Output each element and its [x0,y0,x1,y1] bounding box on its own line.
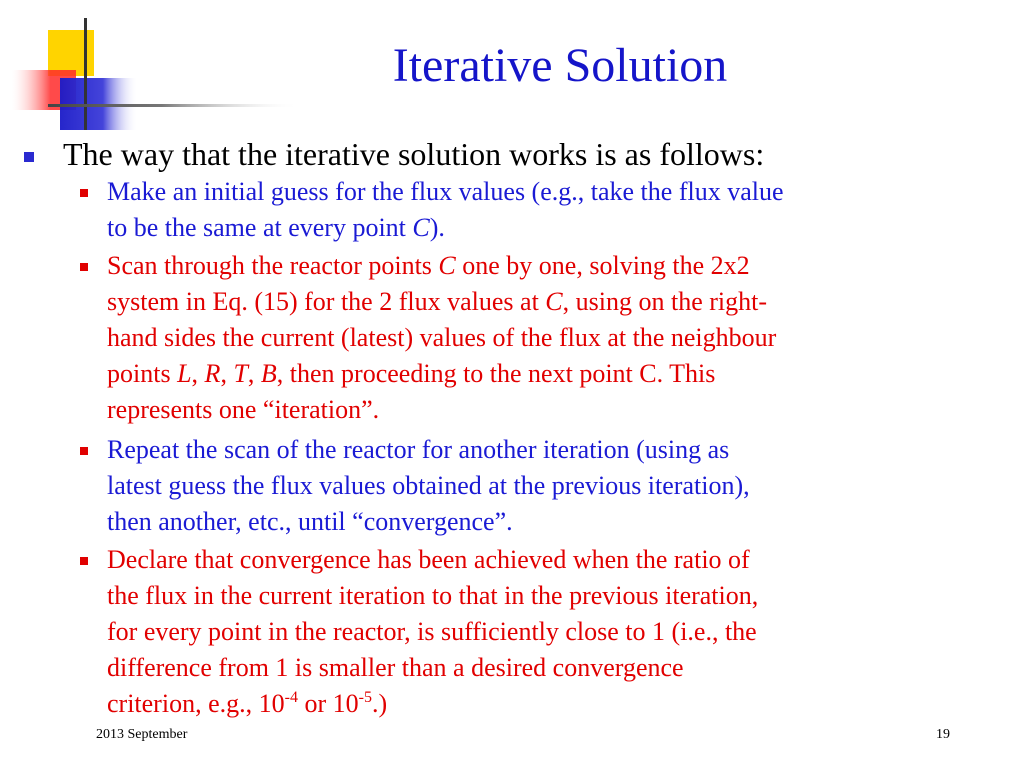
text-run: the flux in the current iteration to that in the previous iteration, [107,581,759,610]
symbol-c: C [438,251,456,280]
exponent: -5 [358,689,372,706]
sub-bullet-text [107,174,1007,246]
sub-bullet-marker [80,263,88,271]
symbol-r: R [204,359,221,388]
text-run: points [107,359,178,388]
sub-bullet-line [107,320,1007,356]
sub-bullet-line [107,356,1007,392]
sub-bullet-line [107,248,1007,284]
text-run: system in Eq. (15) for the 2 flux values at [107,287,546,316]
text-run: .) [371,689,388,718]
sub-bullet-line [107,542,1007,578]
text-run: hand sides the current (latest) values of the flux at the neighbour [107,323,777,352]
main-bullet-text: The way that the iterative solution works is as follows: [63,136,765,172]
sub-bullet-line [107,504,1007,540]
sub-bullet-text [107,248,1007,428]
sub-bullet-marker [80,557,88,565]
text-run: to be the same at every point [107,213,413,242]
text-run: Make an initial guess for the flux values (e.g., take the flux value [107,177,784,206]
sub-bullet-line [107,432,1007,468]
sub-bullet-line [107,686,1007,722]
text-run: Repeat the scan of the reactor for another iteration (using as [107,435,730,464]
text-run: criterion, e.g., 10 [107,689,285,718]
text-run: Declare that convergence has been achieved when the ratio of [107,545,750,574]
sub-bullet-line [107,284,1007,320]
exponent: -4 [284,689,298,706]
sub-bullet-line [107,614,1007,650]
page-number: 19 [936,727,950,742]
symbol-c: C [412,213,430,242]
footer-date: 2013 September [96,727,188,742]
slide-title: Iterative Solution [392,39,728,92]
sub-bullet-line [107,174,1007,210]
text-run: , then proceeding to the next point C. This [276,359,716,388]
symbol-l: L [177,359,192,388]
text-run: latest guess the flux values obtained at the previous iteration), [107,471,750,500]
text-run: , using on the right- [562,287,768,316]
sub-bullet-line [107,650,1007,686]
symbol-t: T [233,359,248,388]
text-run: ). [429,213,445,242]
text-run: difference from 1 is smaller than a desired convergence [107,653,684,682]
bullet-marker [24,152,34,162]
sub-bullet-marker [80,189,88,197]
sub-bullet-line [107,392,1007,428]
text-run: Scan through the reactor points [107,251,439,280]
text-run: , [191,359,205,388]
sub-bullet-text [107,542,1007,722]
text-run: represents one “iteration”. [107,395,380,424]
sub-bullet-line [107,468,1007,504]
sub-bullet-line [107,578,1007,614]
sub-bullet-line [107,210,1007,246]
text-run: or 10 [297,689,359,718]
text-run: , [220,359,234,388]
text-run: for every point in the reactor, is sufficiently close to 1 (i.e., the [107,617,757,646]
text-run: , [247,359,261,388]
text-run: then another, etc., until “convergence”. [107,507,513,536]
sub-bullet-text [107,432,1007,540]
symbol-b: B [260,359,277,388]
sub-bullet-marker [80,447,88,455]
symbol-c: C [545,287,563,316]
text-run: one by one, solving the 2x2 [455,251,750,280]
